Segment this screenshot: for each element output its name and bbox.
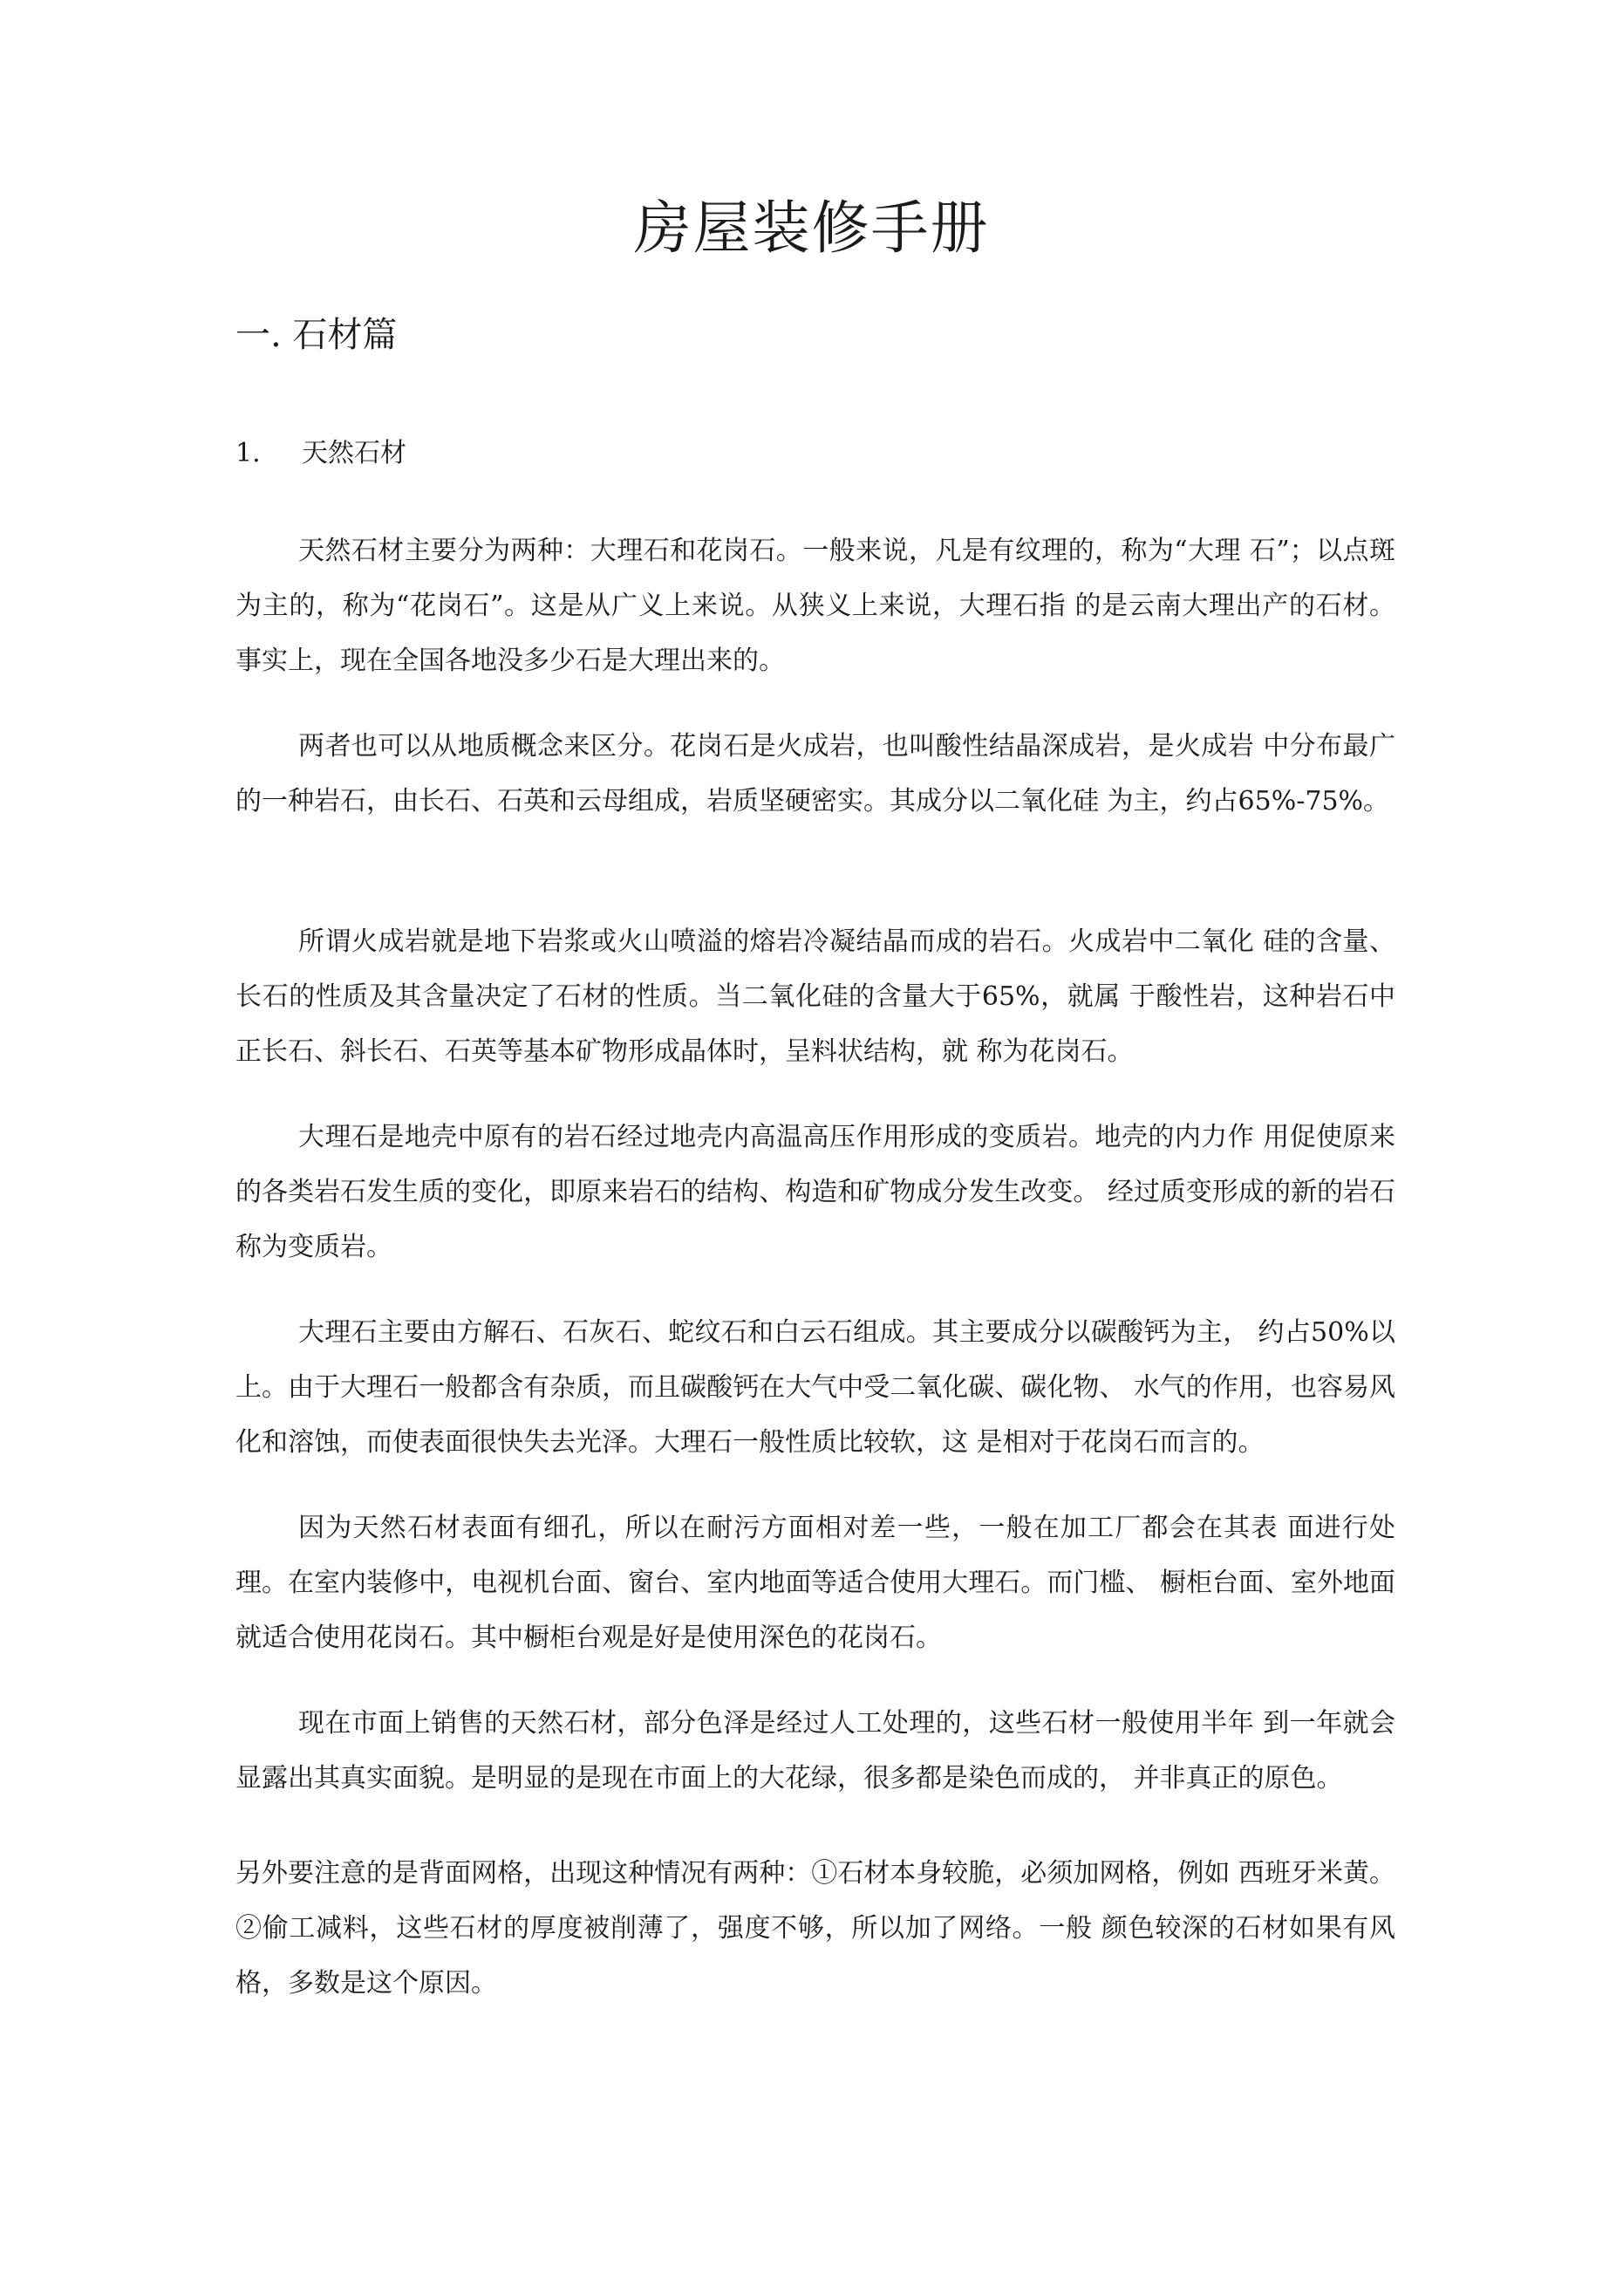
subsection-label: 天然石材 (302, 438, 406, 468)
paragraph: 大理石主要由方解石、石灰石、蛇纹石和白云石组成。其主要成分以碳酸钙为主， 约占50%以上。由于大理石一般都含有杂质，而且碳酸钙在大气中受二氧化碳、碳化物、 水气的作用，也容易风化和溶蚀，而使表面很快失去光泽。大理石一般性质比较软，这 是相对于花岗石而言的。 (235, 1317, 1395, 1458)
paragraph: 现在市面上销售的天然石材，部分色泽是经过人工处理的，这些石材一般使用半年 到一年就会显露出其真实面貌。是明显的是现在市面上的大花绿，很多都是染色而成的， 并非真正的原色。 (235, 1708, 1395, 1794)
subsection-heading (235, 434, 406, 473)
subsection-number: 1. (235, 438, 261, 468)
paragraph: 天然石材主要分为两种：大理石和花岗石。一般来说，凡是有纹理的，称为“大理 石”；以点斑为主的，称为“花岗石”。这是从广义上来说。从狭义上来说，大理石指 的是云南大理出产的石材。事实上，现在全国各地没多少石是大理出来的。 (235, 536, 1395, 676)
paragraph: 另外要注意的是背面网格，出现这种情况有两种：①石材本身较脆，必须加网格，例如 西班牙米黄。②偷工减料，这些石材的厚度被削薄了，强度不够，所以加了网络。一般 颜色较深的石材如果有风格，多数是这个原因。 (235, 1858, 1395, 1999)
paragraph: 两者也可以从地质概念来区分。花岗石是火成岩，也叫酸性结晶深成岩，是火成岩 中分布最广的一种岩石，由长石、石英和云母组成，岩质坚硬密实。其成分以二氧化硅 为主，约占65%-75%。 (235, 731, 1395, 817)
paragraph: 所谓火成岩就是地下岩浆或火山喷溢的熔岩冷凝结晶而成的岩石。火成岩中二氧化 硅的含量、长石的性质及其含量决定了石材的性质。当二氧化硅的含量大于65%，就属 于酸性岩，这种岩石中正长石、斜长石、石英等基本矿物形成晶体时，呈料状结构，就 称为花岗石。 (235, 926, 1395, 1067)
paragraph: 因为天然石材表面有细孔，所以在耐污方面相对差一些，一般在加工厂都会在其表 面进行处理。在室内装修中，电视机台面、窗台、室内地面等适合使用大理石。而门槛、 橱柜台面、室外地面就适合使用花岗石。其中橱柜台观是好是使用深色的花岗石。 (235, 1513, 1395, 1653)
section-heading: 一. 石材篇 (235, 315, 398, 355)
paragraph: 大理石是地壳中原有的岩石经过地壳内高温高压作用形成的变质岩。地壳的内力作 用促使原来的各类岩石发生质的变化，即原来岩石的结构、构造和矿物成分发生改变。 经过质变形成的新的岩石称为变质岩。 (235, 1122, 1395, 1262)
document-title: 房屋装修手册 (633, 195, 990, 262)
